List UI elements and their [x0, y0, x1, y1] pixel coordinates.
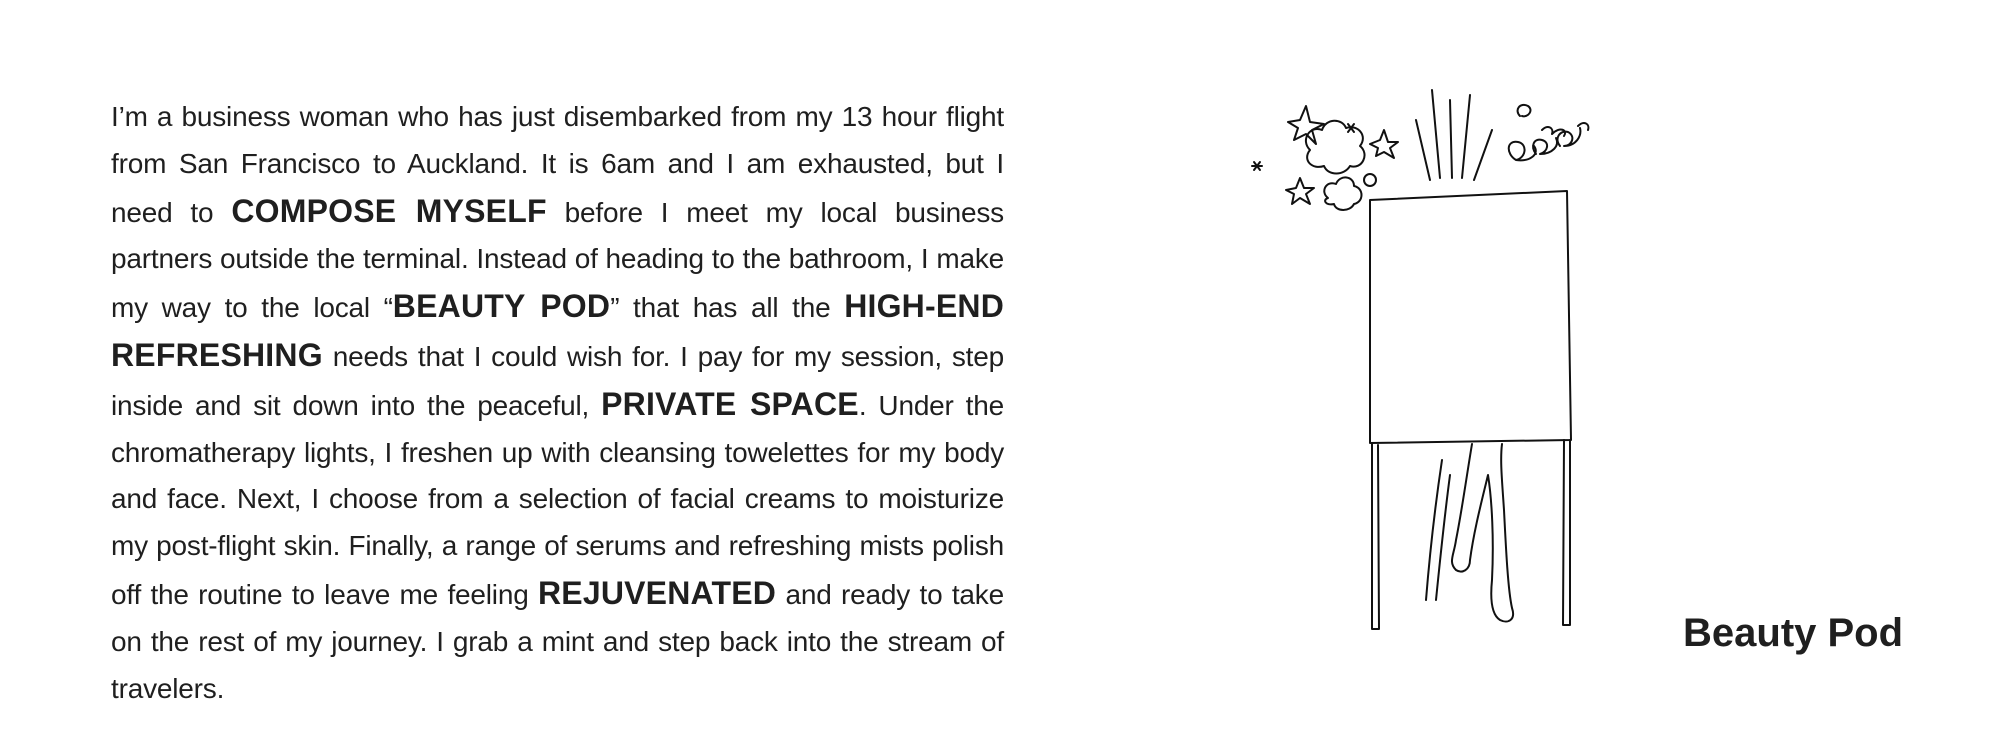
story-text-2: before I meet my local business partners outside the terminal. Instead of heading to the bathroom, I make my way to the local “	[111, 196, 1004, 324]
emphasis-high-end-refreshing: HIGH-END REFRESHING	[111, 288, 1005, 373]
swirl-1	[1509, 142, 1536, 161]
person-leg-shadow	[1426, 460, 1442, 600]
story-text-5: . Under the chromatherapy lights, I freshen up with cleansing towelettes for my body and face. Next, I choose from a selection of facial creams to moisturize my post-flight skin. Finally, a range of serums and refreshing mists polish off the routine to leave me feeling	[111, 389, 1005, 610]
illustration-caption: Beauty Pod	[1683, 611, 1904, 655]
steam-lines	[1416, 90, 1492, 180]
person-legs	[1452, 444, 1513, 622]
emphasis-rejuvenated: REJUVENATED	[537, 574, 777, 611]
beauty-pod-sketch-icon	[1230, 80, 1630, 640]
cloud-puff-2	[1324, 177, 1361, 210]
star-3	[1286, 178, 1314, 204]
emphasis-private-space: PRIVATE SPACE	[601, 385, 859, 422]
story-text-4: needs that I could wish for. I pay for my session, step inside and sit down into the peaceful,	[111, 340, 1004, 421]
story-paragraph	[111, 94, 1004, 712]
star-2	[1370, 130, 1398, 158]
swirl-4	[1518, 105, 1531, 116]
beauty-pod-illustration	[1230, 80, 1630, 640]
pod-leg-right	[1563, 440, 1570, 625]
story-text-3: ” that has all the	[610, 292, 845, 324]
story-text-6: and ready to take on the rest of my journey. I grab a mint and step back into the stream of travelers.	[111, 578, 1004, 704]
swirl-3	[1558, 128, 1581, 146]
star-4	[1252, 162, 1262, 170]
emphasis-compose-myself: COMPOSE MYSELF	[231, 192, 547, 229]
pod-body	[1370, 191, 1571, 443]
story-text-1: I’m a business woman who has just disembarked from my 13 hour flight from San Francisco to Auckland. It is 6am and I am exhausted, but I need to	[111, 101, 1004, 228]
pod-leg-left	[1372, 443, 1379, 629]
small-bubble	[1364, 174, 1376, 186]
emphasis-beauty-pod: BEAUTY POD	[392, 288, 611, 325]
